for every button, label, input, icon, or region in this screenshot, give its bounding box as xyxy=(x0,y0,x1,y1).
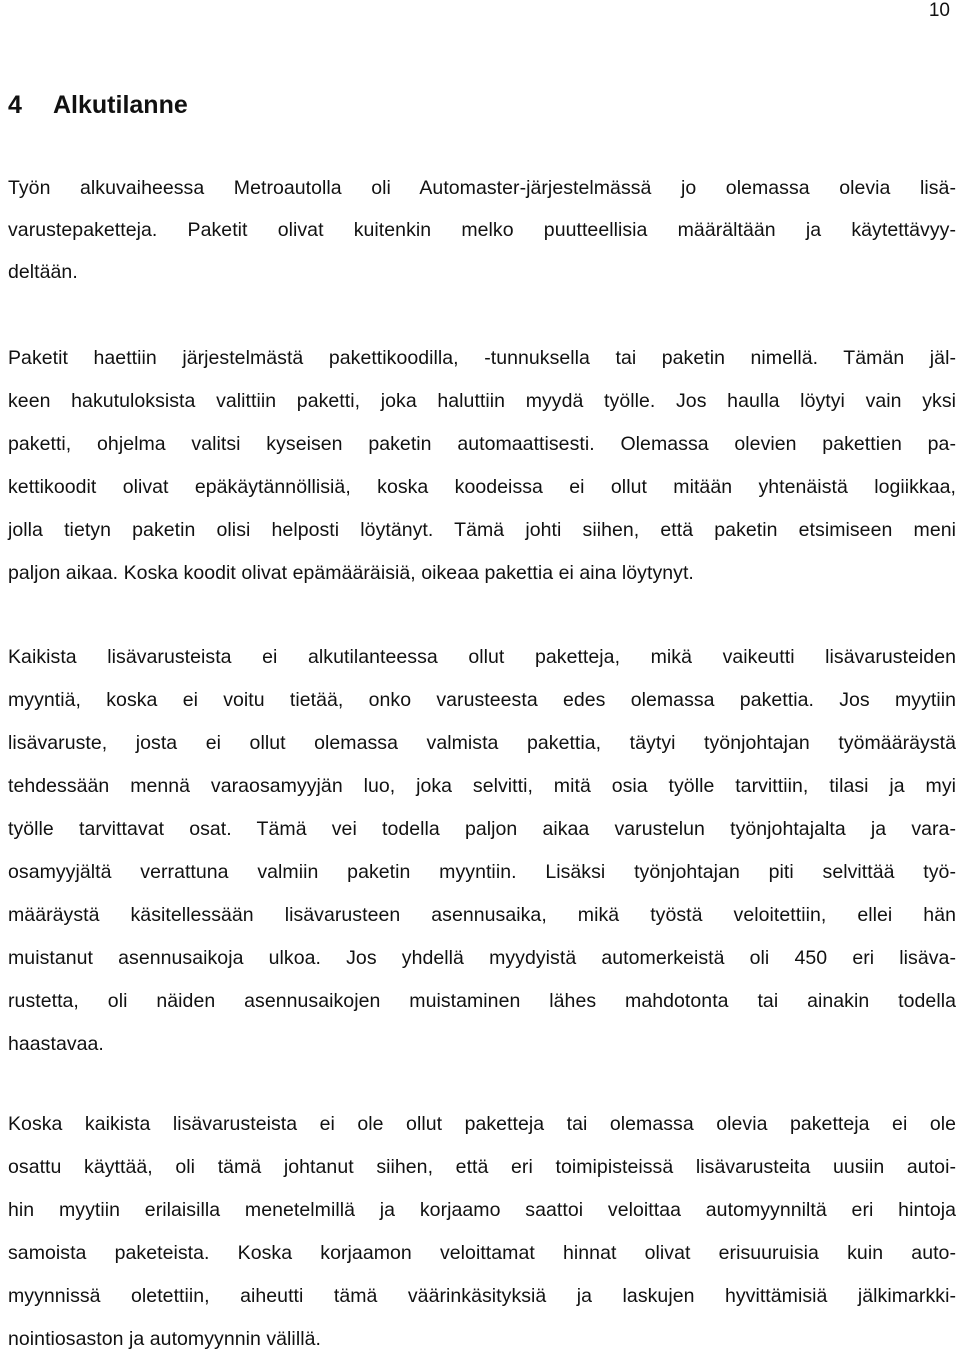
text-line: Kaikista lisävarusteista ei alkutilanteessa ollut paketteja, mikä vaikeutti lisävarusteiden xyxy=(8,646,956,668)
text-line: paketti, ohjelma valitsi kyseisen paketin automaattisesti. Olemassa olevien pakettien pa- xyxy=(8,433,956,455)
text-line: tehdessään mennä varaosamyyjän luo, joka selvitti, mitä osia työlle tarvittiin, tilasi ja myi xyxy=(8,775,956,797)
text-line: määräystä käsitellessään lisävarusteen asennusaika, mikä työstä veloitettiin, ellei hän xyxy=(8,904,956,926)
text-line: kettikoodit olivat epäkäytännöllisiä, koska koodeissa ei ollut mitään yhtenäistä logiikkaa, xyxy=(8,476,956,498)
text-line: nointiosaston ja automyynnin välillä. xyxy=(8,1328,321,1350)
text-line: myynnissä oletettiin, aiheutti tämä väärinkäsityksiä ja laskujen hyvittämisiä jälkimarkki- xyxy=(8,1285,956,1307)
text-line: muistanut asennusaikoja ulkoa. Jos yhdellä myydyistä automerkeistä oli 450 eri lisäva- xyxy=(8,947,956,969)
section-title: Alkutilanne xyxy=(53,91,188,119)
text-line: osattu käyttää, oli tämä johtanut siihen, että eri toimipisteissä lisävarusteita uusiin autoi- xyxy=(8,1156,956,1178)
text-line: Paketit haettiin järjestelmästä pakettikoodilla, -tunnuksella tai paketin nimellä. Tämän jäl- xyxy=(8,347,956,369)
text-line: varustepaketteja. Paketit olivat kuitenkin melko puutteellisia määrältään ja käytettävyy- xyxy=(8,219,956,241)
text-line: Työn alkuvaiheessa Metroautolla oli Automaster-järjestelmässä jo olemassa olevia lisä- xyxy=(8,177,956,199)
text-line: hin myytiin erilaisilla menetelmillä ja korjaamo saattoi veloittaa automyynniltä eri hintoja xyxy=(8,1199,956,1221)
text-line: haastavaa. xyxy=(8,1033,104,1055)
text-line: deltään. xyxy=(8,261,78,283)
paragraph-1 xyxy=(8,167,956,293)
text-line: osamyyjältä verrattuna valmiin paketin myyntiin. Lisäksi työnjohtajan piti selvittää työ- xyxy=(8,861,956,883)
page-number: 10 xyxy=(928,0,950,21)
paragraph-3 xyxy=(8,636,956,1066)
text-line: samoista paketeista. Koska korjaamon veloittamat hinnat olivat erisuuruisia kuin auto- xyxy=(8,1242,956,1264)
paragraph-2 xyxy=(8,337,956,595)
text-line: myyntiä, koska ei voitu tietää, onko varusteesta edes olemassa pakettia. Jos myytiin xyxy=(8,689,956,711)
text-line: rustetta, oli näiden asennusaikojen muistaminen lähes mahdotonta tai ainakin todella xyxy=(8,990,956,1012)
text-line: paljon aikaa. Koska koodit olivat epämääräisiä, oikeaa pakettia ei aina löytynyt. xyxy=(8,562,694,584)
text-line: Koska kaikista lisävarusteista ei ole ollut paketteja tai olemassa olevia paketteja ei ole xyxy=(8,1113,956,1135)
text-line: työlle tarvittavat osat. Tämä vei todella paljon aikaa varustelun työnjohtajalta ja vara- xyxy=(8,818,956,840)
section-number: 4 xyxy=(8,91,22,119)
text-line: jolla tietyn paketin olisi helposti löytänyt. Tämä johti siihen, että paketin etsimiseen meni xyxy=(8,519,956,541)
text-line: keen hakutuloksista valittiin paketti, joka haluttiin myydä työlle. Jos haulla löytyi vain yksi xyxy=(8,390,956,412)
paragraph-4 xyxy=(8,1103,956,1361)
section-heading xyxy=(8,89,188,121)
text-line: lisävaruste, josta ei ollut olemassa valmista pakettia, täytyi työnjohtajan työmääräystä xyxy=(8,732,956,754)
